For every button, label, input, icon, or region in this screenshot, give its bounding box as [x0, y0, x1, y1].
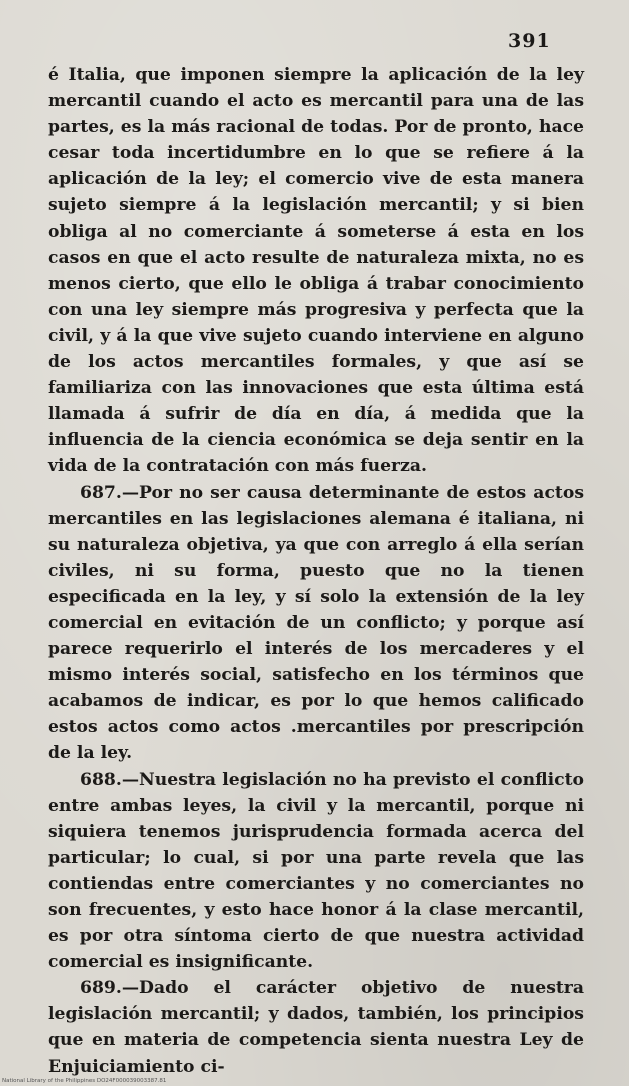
paragraph-689: 689.—Dado el carácter objetivo de nuestra legislación mercantil; y dados, también, los principios que en materia de competencia sienta nuestra Ley de Enjuiciamiento ci- [48, 978, 584, 1077]
scan-credit: National Library of the Philippines DO24F000039003387.81 [2, 1078, 167, 1084]
page-number: 391 [508, 30, 551, 52]
paragraph-688: 688.—Nuestra legislación no ha previsto el conflicto entre ambas leyes, la civil y la mercantil, porque ni siquiera tenemos jurisprudencia formada acerca del particular; lo cual, si por una parte revela que las contiendas entre comerciantes y no comerciantes no son frecuentes, y esto hace honor á la clase mercantil, es por otra síntoma cierto de que nuestra actividad comercial es insignificante. [48, 769, 584, 973]
paragraph-687: 687.—Por no ser causa determinante de estos actos mercantiles en las legislaciones alemana é italiana, ni su naturaleza objetiva, ya que con arreglo á ella serían civiles, ni su forma, puesto que no la tienen especificada en la ley, y sí solo la extensión de la ley comercial en evitación de un conflicto; y porque así parece requerirlo el interés de los mercaderes y el mismo interés social, satisfecho en los términos que acabamos de indicar, es por lo que hemos calificado estos actos como actos .mercantiles por prescripción de la ley. [48, 482, 584, 764]
body-text [48, 62, 584, 1080]
paragraph-continuation: é Italia, que imponen siempre la aplicación de la ley mercantil cuando el acto es mercantil para una de las partes, es la más racional de todas. Por de pronto, hace cesar toda incertidumbre en lo que se refiere á la aplicación de la ley; el comercio vive de esta manera sujeto siempre á la legislación mercantil; y si bien obliga al no comerciante á someterse á esta en los casos en que el acto resulte de naturaleza mixta, no es menos cierto, que ello le obliga á trabar conocimiento con una ley siempre más progresiva y perfecta que la civil, y á la que vive sujeto cuando interviene en alguno de los actos mercantiles formales, y que así se familiariza con las innovaciones que esta última está llamada á sufrir de día en día, á medida que la influencia de la ciencia económica se deja sentir en la vida de la contratación con más fuerza. [48, 65, 584, 477]
